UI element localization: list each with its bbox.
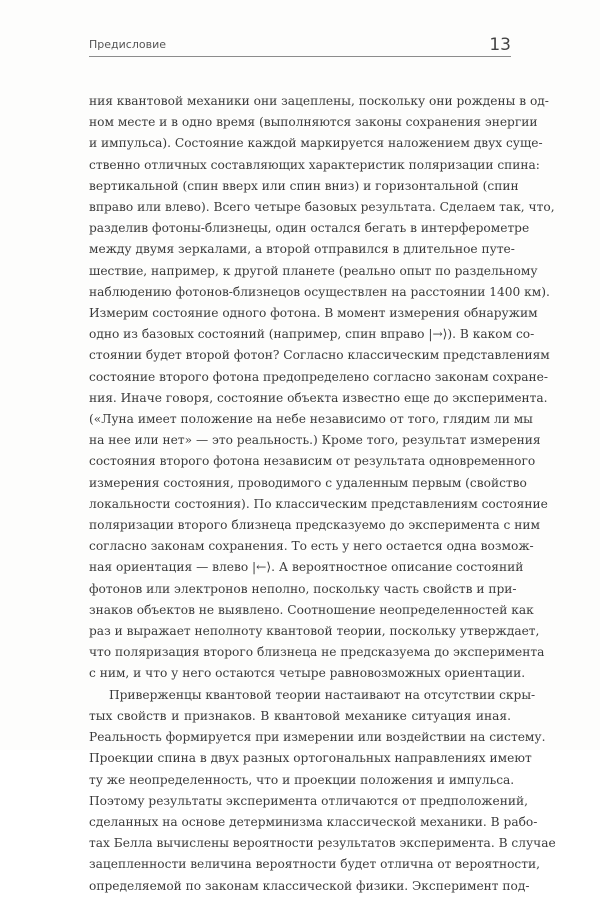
text-line: что поляризация второго близнеца не предсказуема до эксперимента bbox=[89, 645, 545, 660]
text-line: ственно отличных составляющих характеристик поляризации спина: bbox=[89, 157, 540, 172]
text-line: локальности состояния). По классическим представлениям состояние bbox=[89, 496, 548, 511]
text-line: вправо или влево). Всего четыре базовых результата. Сделаем так, что, bbox=[89, 200, 555, 215]
paragraph-1 bbox=[89, 91, 555, 685]
text-line: тых свойств и признаков. В квантовой механике ситуация иная. bbox=[89, 708, 511, 723]
text-line: стоянии будет второй фотон? Согласно классическим представлениям bbox=[89, 348, 550, 363]
text-line: ния. Иначе говоря, состояние объекта известно еще до эксперимента. bbox=[89, 390, 548, 405]
text-line: наблюдению фотонов-близнецов осуществлен на расстоянии 1400 км). bbox=[89, 284, 550, 299]
paragraph-2 bbox=[89, 685, 556, 897]
text-line: зацепленности величина вероятности будет отлична от вероятности, bbox=[89, 857, 540, 872]
text-line: Измерим состояние одного фотона. В момент измерения обнаружим bbox=[89, 306, 538, 321]
text-line: сделанных на основе детерминизма классической механики. В рабо- bbox=[89, 814, 538, 829]
text-line: ная ориентация — влево |←⟩. А вероятностное описание состояний bbox=[89, 560, 524, 575]
text-line: тах Белла вычислены вероятности результатов эксперимента. В случае bbox=[89, 836, 556, 851]
text-line: фотонов или электронов неполно, поскольку часть свойств и при- bbox=[89, 581, 517, 596]
text-line: состояния второго фотона независим от результата одновременного bbox=[89, 454, 536, 469]
text-line: («Луна имеет положение на небе независимо от того, глядим ли мы bbox=[89, 412, 533, 427]
section-title: Предисловие bbox=[89, 38, 166, 51]
text-line: определяемой по законам классической физики. Эксперимент под- bbox=[89, 878, 530, 893]
text-line: вертикальной (спин вверх или спин вниз) и горизонтальной (спин bbox=[89, 178, 519, 193]
text-line: одно из базовых состояний (например, спин вправо |→⟩). В каком со- bbox=[89, 327, 535, 342]
text-line: ту же неопределенность, что и проекции положения и импульса. bbox=[89, 772, 515, 787]
text-line: Приверженцы квантовой теории настаивают на отсутствии скры- bbox=[109, 687, 536, 702]
text-line: измерения состояния, проводимого с удаленным первым (свойство bbox=[89, 475, 527, 490]
running-header bbox=[89, 30, 511, 57]
text-line: Проекции спина в двух разных ортогональных направлениях имеют bbox=[89, 751, 532, 766]
text-line: раз и выражает неполноту квантовой теории, поскольку утверждает, bbox=[89, 624, 540, 639]
text-line: знаков объектов не выявлено. Соотношение неопределенностей как bbox=[89, 602, 534, 617]
text-line: согласно законам сохранения. То есть у него остается одна возмож- bbox=[89, 539, 534, 554]
page-number: 13 bbox=[489, 35, 511, 55]
text-line: разделив фотоны-близнецы, один остался бегать в интерферометре bbox=[89, 221, 530, 236]
text-line: и импульса). Состояние каждой маркируется наложением двух суще- bbox=[89, 136, 543, 151]
text-line: между двумя зеркалами, а второй отправился в длительное путе- bbox=[89, 242, 515, 257]
body-text bbox=[89, 91, 556, 897]
text-line: на нее или нет» — это реальность.) Кроме того, результат измерения bbox=[89, 433, 541, 448]
text-line: Поэтому результаты эксперимента отличаются от предположений, bbox=[89, 793, 528, 808]
text-line: Реальность формируется при измерении или воздействии на систему. bbox=[89, 730, 546, 745]
text-line: поляризации второго близнеца предсказуемо до эксперимента с ним bbox=[89, 518, 540, 533]
text-line: ном месте и в одно время (выполняются законы сохранения энергии bbox=[89, 115, 538, 130]
text-line: ния квантовой механики они зацеплены, поскольку они рождены в од- bbox=[89, 94, 549, 108]
text-line: с ним, и что у него остаются четыре равновозможных ориентации. bbox=[89, 666, 526, 681]
text-line: состояние второго фотона предопределено согласно законам сохране- bbox=[89, 369, 548, 384]
text-line: шествие, например, к другой планете (реально опыт по раздельному bbox=[89, 263, 538, 278]
